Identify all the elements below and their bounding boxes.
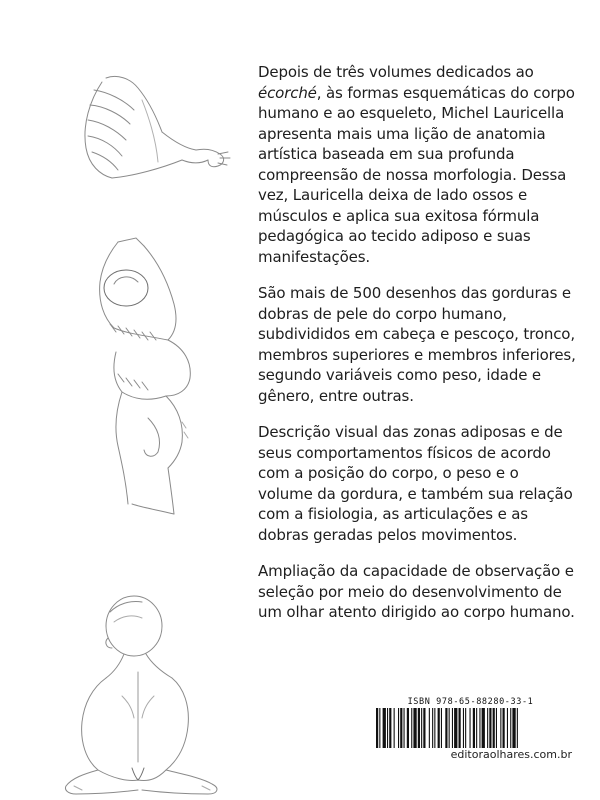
intro-text-end: , às formas esquemáticas do corpo humano e ao esqueleto, Michel Lauricella apresenta mais uma lição de anatomia artística baseada em sua profunda compreensão de nossa morfologia. Dessa vez, Lauricella deixa de lado ossos e músculos e aplica sua exitosa fórmula pedagógica ao tecido adiposo e suas manifestações. — [258, 83, 575, 266]
back-cover-text — [258, 62, 576, 639]
torso-sketch — [88, 232, 238, 522]
barcode-bars — [372, 708, 569, 748]
intro-text-start: Depois de três volumes dedicados ao — [258, 63, 534, 81]
paragraph-drawings: São mais de 500 desenhos das gorduras e dobras de pele do corpo humano, subdivididos em cabeça e pescoço, tronco, membros superiores e membros inferiores, segundo variáveis como peso, idade e gênero, entre outras. — [258, 284, 576, 405]
baby-back-sketch — [62, 592, 252, 800]
paragraph-observation: Ampliação da capacidade de observação e seleção por meio do desenvolvimento de um olhar atento dirigido ao corpo humano. — [258, 562, 575, 621]
publisher-website: editoraolhares.com.br — [450, 748, 572, 761]
intro-italic-term: écorché — [258, 83, 317, 102]
arm-sketch — [72, 70, 242, 195]
paragraph-intro — [258, 62, 576, 267]
isbn-number: ISBN 978-65-88280-33-1 — [407, 697, 534, 707]
paragraph-description: Descrição visual das zonas adiposas e de seus comportamentos físicos de acordo com a posição do corpo, o peso e o volume da gordura, e também sua relação com a fisiologia, as articulações e as dobras geradas pelos movimentos. — [258, 423, 573, 544]
